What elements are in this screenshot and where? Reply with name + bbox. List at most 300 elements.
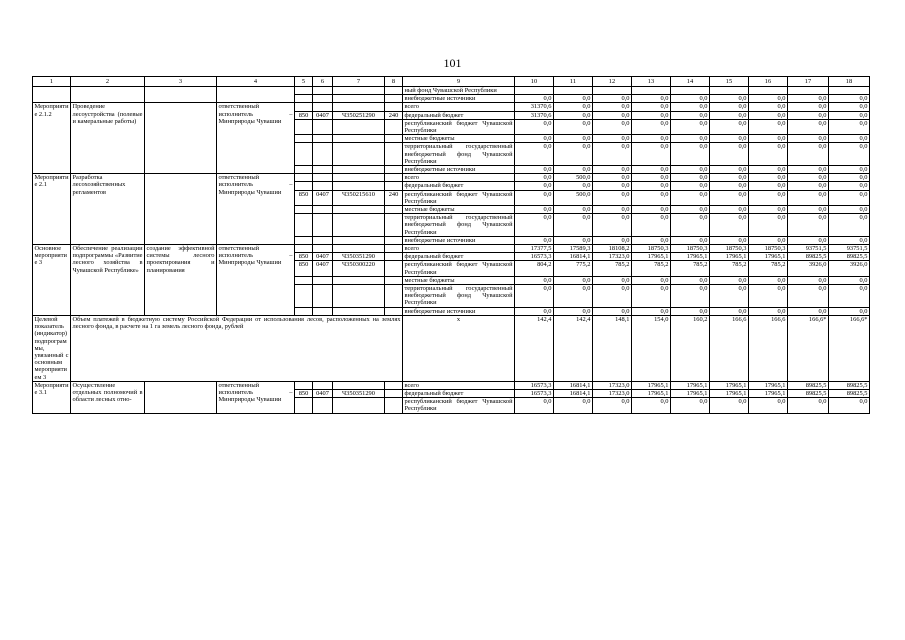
- value-cell: 0,0: [829, 206, 870, 214]
- budget-code: [385, 285, 403, 308]
- cell: [671, 87, 710, 95]
- budget-code: [385, 166, 403, 174]
- measure-title: Разработка лесохозяйственных регламентов: [71, 174, 145, 245]
- value-cell: 0,0: [829, 276, 870, 284]
- value-cell: 500,0: [554, 190, 593, 205]
- budget-code: [333, 182, 385, 190]
- value-cell: 0,0: [829, 307, 870, 315]
- value-cell: 0,0: [749, 307, 788, 315]
- value-cell: 0,0: [632, 174, 671, 182]
- funding-source: местные бюджеты: [403, 206, 515, 214]
- funding-source: федеральный бюджет: [403, 111, 515, 119]
- budget-code: [333, 276, 385, 284]
- header-cell: 7: [333, 77, 385, 87]
- budget-code: [295, 276, 313, 284]
- value-cell: 0,0: [788, 135, 829, 143]
- value-cell: 0,0: [671, 307, 710, 315]
- cell: [217, 87, 295, 103]
- value-cell: 0,0: [515, 119, 554, 134]
- cell: [333, 95, 385, 103]
- header-cell: 15: [710, 77, 749, 87]
- funding-source: территориальный государственный внебюджетный фонд Чувашской Республики: [404, 285, 513, 307]
- indicator-text: Объем платежей в бюджетную систему Российской Федерации от использования лесов, расположенных на землях лесного фонда, в расчете на 1 га земель лесного фонда, рублей: [71, 315, 403, 381]
- budget-table-wrapper: [32, 76, 868, 414]
- value-cell: 785,2: [671, 261, 710, 276]
- budget-code: [313, 245, 333, 253]
- measure-goal: [145, 381, 217, 413]
- header-cell: 4: [217, 77, 295, 87]
- value-cell: 0,0: [554, 398, 593, 413]
- value-cell: 17323,0: [593, 389, 632, 397]
- value-cell: 0,0: [788, 182, 829, 190]
- value-cell: 17965,1: [671, 253, 710, 261]
- value-cell: 0,0: [593, 276, 632, 284]
- value-cell: 0,0: [593, 236, 632, 244]
- value-cell: 0,0: [632, 236, 671, 244]
- budget-code: 0407: [313, 190, 333, 205]
- value-cell: 785,2: [632, 261, 671, 276]
- value-cell: 17589,3: [554, 245, 593, 253]
- value-cell: 0,0: [515, 166, 554, 174]
- value-cell: 0,0: [671, 214, 710, 237]
- budget-code: Ч350215610: [333, 190, 385, 205]
- budget-code: 850: [295, 389, 313, 397]
- budget-code: [385, 174, 403, 182]
- value-cell: 0,0: [515, 95, 554, 103]
- budget-code: [313, 307, 333, 315]
- value-cell: 0,0: [829, 174, 870, 182]
- page-number: 101: [443, 56, 462, 70]
- budget-code: [333, 307, 385, 315]
- value-cell: 0,0: [515, 398, 554, 413]
- value-cell: 31370,6: [515, 103, 554, 111]
- funding-source: федеральный бюджет: [403, 253, 515, 261]
- cell: [554, 87, 593, 95]
- value-cell: 0,0: [749, 190, 788, 205]
- budget-code: [313, 214, 333, 237]
- budget-code: [385, 307, 403, 315]
- funding-row: [33, 381, 870, 389]
- cell: [385, 95, 403, 103]
- value-cell: 0,0: [593, 166, 632, 174]
- header-cell: 3: [145, 77, 217, 87]
- header-cell: 1: [33, 77, 71, 87]
- value-cell: 0,0: [710, 285, 749, 308]
- value-cell: 0,0: [593, 95, 632, 103]
- value-cell: 0,0: [593, 190, 632, 205]
- budget-code: [385, 206, 403, 214]
- value-cell: 0,0: [515, 236, 554, 244]
- funding-source: ный фонд Чувашской Республики: [403, 87, 515, 95]
- continuation-row: [33, 87, 870, 95]
- value-cell: 0,0: [515, 276, 554, 284]
- value-cell: 17323,0: [593, 253, 632, 261]
- value-cell: 0,0: [632, 119, 671, 134]
- measure-name: Основное мероприятие 3: [33, 245, 71, 316]
- value-cell: 0,0: [632, 103, 671, 111]
- funding-source: всего: [403, 381, 515, 389]
- value-cell: 0,0: [593, 119, 632, 134]
- value-cell: 0,0: [829, 190, 870, 205]
- funding-source: всего: [403, 245, 515, 253]
- value-cell: 0,0: [632, 206, 671, 214]
- cell: [313, 87, 333, 95]
- value-cell: 0,0: [749, 206, 788, 214]
- value-cell: 0,0: [554, 166, 593, 174]
- budget-code: [313, 276, 333, 284]
- value-cell: 18750,3: [710, 245, 749, 253]
- value-cell: 166,6*: [829, 315, 870, 381]
- value-cell: 0,0: [671, 398, 710, 413]
- value-cell: 148,1: [593, 315, 632, 381]
- value-cell: 0,0: [749, 143, 788, 166]
- header-cell: 12: [593, 77, 632, 87]
- value-cell: 0,0: [710, 236, 749, 244]
- budget-code: 240: [385, 111, 403, 119]
- budget-code: 0407: [313, 261, 333, 276]
- value-cell: 89825,5: [829, 381, 870, 389]
- value-cell: 142,4: [554, 315, 593, 381]
- value-cell: 0,0: [515, 143, 554, 166]
- value-cell: 0,0: [710, 276, 749, 284]
- cell: [333, 87, 385, 95]
- cell: [749, 87, 788, 95]
- budget-code: [295, 236, 313, 244]
- value-cell: 0,0: [632, 166, 671, 174]
- value-cell: 0,0: [671, 182, 710, 190]
- value-cell: 0,0: [788, 206, 829, 214]
- budget-code: [313, 398, 333, 413]
- value-cell: 16573,3: [515, 381, 554, 389]
- value-cell: 16573,3: [515, 389, 554, 397]
- value-cell: 3926,0: [788, 261, 829, 276]
- value-cell: 154,0: [632, 315, 671, 381]
- value-cell: 0,0: [671, 236, 710, 244]
- budget-code: [385, 143, 403, 166]
- budget-code: [313, 236, 333, 244]
- header-cell: 10: [515, 77, 554, 87]
- value-cell: 0,0: [749, 103, 788, 111]
- header-cell: 17: [788, 77, 829, 87]
- value-cell: 0,0: [593, 206, 632, 214]
- value-cell: 0,0: [749, 111, 788, 119]
- value-cell: 0,0: [671, 95, 710, 103]
- cell: [313, 95, 333, 103]
- value-cell: 160,2: [671, 315, 710, 381]
- budget-code: [333, 135, 385, 143]
- value-cell: 0,0: [632, 285, 671, 308]
- value-cell: 0,0: [710, 214, 749, 237]
- value-cell: 0,0: [554, 135, 593, 143]
- funding-source: республиканский бюджет Чувашской Республики: [404, 398, 513, 413]
- budget-code: [385, 253, 403, 261]
- budget-code: [333, 143, 385, 166]
- value-cell: 0,0: [829, 285, 870, 308]
- value-cell: 89825,5: [788, 381, 829, 389]
- value-cell: 0,0: [710, 398, 749, 413]
- measure-goal: [145, 103, 217, 174]
- budget-code: Ч350251290: [333, 111, 385, 119]
- value-cell: 0,0: [788, 103, 829, 111]
- budget-code: 0407: [313, 111, 333, 119]
- value-cell: 0,0: [593, 398, 632, 413]
- value-cell: 18750,3: [749, 245, 788, 253]
- budget-code: [333, 166, 385, 174]
- budget-code: [385, 236, 403, 244]
- value-cell: 0,0: [671, 190, 710, 205]
- value-cell: 0,0: [671, 174, 710, 182]
- cell: [295, 95, 313, 103]
- value-cell: 17965,1: [710, 381, 749, 389]
- budget-code: [385, 119, 403, 134]
- value-cell: 0,0: [749, 276, 788, 284]
- value-cell: 0,0: [671, 206, 710, 214]
- value-cell: 0,0: [749, 119, 788, 134]
- header-cell: 9: [403, 77, 515, 87]
- value-cell: 17377,5: [515, 245, 554, 253]
- value-cell: 17965,1: [671, 381, 710, 389]
- budget-code: [313, 119, 333, 134]
- funding-source: федеральный бюджет: [403, 182, 515, 190]
- funding-row: [33, 103, 870, 111]
- value-cell: 0,0: [788, 285, 829, 308]
- budget-code: Ч350351290: [333, 389, 385, 397]
- funding-source: территориальный государственный внебюджетный фонд Чувашской Республики: [404, 143, 513, 165]
- value-cell: 0,0: [671, 103, 710, 111]
- header-cell: 5: [295, 77, 313, 87]
- budget-code: [385, 276, 403, 284]
- value-cell: 0,0: [593, 307, 632, 315]
- value-cell: 0,0: [788, 398, 829, 413]
- budget-code: 850: [295, 111, 313, 119]
- value-cell: 0,0: [788, 276, 829, 284]
- value-cell: 0,0: [710, 206, 749, 214]
- value-cell: 166,6: [749, 315, 788, 381]
- measure-goal: [145, 174, 217, 245]
- cell: [593, 87, 632, 95]
- budget-code: [385, 135, 403, 143]
- value-cell: 0,0: [632, 214, 671, 237]
- header-cell: 2: [71, 77, 145, 87]
- funding-source: внебюджетные источники: [403, 236, 515, 244]
- value-cell: 0,0: [710, 95, 749, 103]
- budget-code: [313, 174, 333, 182]
- value-cell: 0,0: [829, 236, 870, 244]
- budget-code: [385, 214, 403, 237]
- header-cell: 14: [671, 77, 710, 87]
- budget-code: [295, 166, 313, 174]
- header-cell: 16: [749, 77, 788, 87]
- value-cell: 18750,3: [632, 245, 671, 253]
- header-cell: 6: [313, 77, 333, 87]
- value-cell: 0,0: [710, 174, 749, 182]
- measure-title: Осуществление отдельных полномочий в области лесных отно-: [71, 381, 145, 413]
- value-cell: 0,0: [710, 307, 749, 315]
- value-cell: 18108,2: [593, 245, 632, 253]
- value-cell: 93751,5: [829, 245, 870, 253]
- value-cell: 17965,1: [749, 389, 788, 397]
- funding-source: местные бюджеты: [403, 135, 515, 143]
- value-cell: 0,0: [749, 398, 788, 413]
- budget-code: [333, 103, 385, 111]
- value-cell: 0,0: [515, 206, 554, 214]
- value-cell: 0,0: [515, 285, 554, 308]
- value-cell: 0,0: [671, 135, 710, 143]
- value-cell: 0,0: [671, 285, 710, 308]
- value-cell: 0,0: [749, 182, 788, 190]
- funding-source: местные бюджеты: [403, 276, 515, 284]
- value-cell: 0,0: [710, 182, 749, 190]
- budget-code: [333, 119, 385, 134]
- budget-code: 850: [295, 190, 313, 205]
- budget-code: [333, 398, 385, 413]
- value-cell: 17965,1: [749, 253, 788, 261]
- value-cell: 785,2: [710, 261, 749, 276]
- value-cell: 0,0: [749, 214, 788, 237]
- budget-code: 240: [385, 190, 403, 205]
- value-cell: 0,0: [788, 166, 829, 174]
- budget-table: [32, 76, 870, 414]
- value-cell: 0,0: [829, 143, 870, 166]
- budget-code: [295, 182, 313, 190]
- value-cell: 0,0: [749, 166, 788, 174]
- budget-code: [313, 381, 333, 389]
- header-row: [33, 77, 870, 87]
- value-cell: 0,0: [671, 119, 710, 134]
- measure-title: Проведение лесоустройства (полевые и камеральные работы): [71, 103, 145, 174]
- cell: [632, 87, 671, 95]
- cell: [33, 87, 71, 103]
- value-cell: 16814,1: [554, 389, 593, 397]
- value-cell: 0,0: [788, 95, 829, 103]
- budget-code: [333, 381, 385, 389]
- value-cell: 17965,1: [710, 253, 749, 261]
- value-cell: 0,0: [788, 174, 829, 182]
- value-cell: 17965,1: [632, 389, 671, 397]
- cell: [788, 87, 829, 95]
- table-body: [33, 77, 870, 414]
- value-cell: 16573,3: [515, 253, 554, 261]
- cell: [515, 87, 554, 95]
- value-cell: 0,0: [749, 95, 788, 103]
- cell: [710, 87, 749, 95]
- value-cell: 0,0: [632, 95, 671, 103]
- value-cell: 500,0: [554, 174, 593, 182]
- value-cell: 0,0: [632, 276, 671, 284]
- funding-source: внебюджетные источники: [403, 307, 515, 315]
- budget-code: [295, 103, 313, 111]
- value-cell: 0,0: [788, 119, 829, 134]
- value-cell: 0,0: [554, 206, 593, 214]
- value-cell: 166,6: [710, 315, 749, 381]
- cell: [295, 87, 313, 95]
- value-cell: 17965,1: [632, 381, 671, 389]
- measure-name: Мероприятие 3.1: [33, 381, 71, 413]
- budget-code: [313, 103, 333, 111]
- budget-code: [333, 245, 385, 253]
- value-cell: 0,0: [671, 276, 710, 284]
- value-cell: 0,0: [788, 307, 829, 315]
- budget-code: [333, 236, 385, 244]
- value-cell: 0,0: [554, 276, 593, 284]
- budget-code: [333, 206, 385, 214]
- budget-code: [333, 174, 385, 182]
- budget-code: 0407: [313, 389, 333, 397]
- budget-code: [313, 182, 333, 190]
- value-cell: 0,0: [788, 111, 829, 119]
- value-cell: 0,0: [829, 182, 870, 190]
- funding-source: республиканский бюджет Чувашской Республики: [404, 190, 513, 205]
- funding-source: всего: [403, 174, 515, 182]
- value-cell: 0,0: [710, 103, 749, 111]
- cell: [71, 87, 145, 103]
- value-cell: 0,0: [710, 143, 749, 166]
- value-cell: 0,0: [632, 135, 671, 143]
- value-cell: 0,0: [710, 190, 749, 205]
- funding-source: внебюджетные источники: [403, 95, 515, 103]
- measure-goal: создание эффективной системы лесного проектирования и планирования: [145, 245, 217, 316]
- value-cell: 804,2: [515, 261, 554, 276]
- value-cell: 0,0: [829, 103, 870, 111]
- value-cell: 0,0: [788, 190, 829, 205]
- value-cell: 0,0: [829, 119, 870, 134]
- value-cell: 0,0: [788, 214, 829, 237]
- funding-source: республиканский бюджет Чувашской Республики: [404, 119, 513, 135]
- value-cell: 775,2: [554, 261, 593, 276]
- value-cell: 0,0: [749, 236, 788, 244]
- budget-code: [313, 285, 333, 308]
- value-cell: 0,0: [593, 214, 632, 237]
- budget-code: [313, 135, 333, 143]
- value-cell: 0,0: [710, 111, 749, 119]
- value-cell: 89825,5: [788, 389, 829, 397]
- value-cell: 0,0: [788, 236, 829, 244]
- value-cell: 0,0: [593, 103, 632, 111]
- value-cell: 0,0: [554, 143, 593, 166]
- budget-code: 850: [295, 261, 313, 276]
- budget-code: [385, 398, 403, 413]
- budget-code: 850: [295, 253, 313, 261]
- value-cell: 0,0: [710, 135, 749, 143]
- value-cell: 0,0: [829, 135, 870, 143]
- value-cell: 18750,3: [671, 245, 710, 253]
- value-cell: 0,0: [671, 111, 710, 119]
- value-cell: 0,0: [515, 135, 554, 143]
- budget-code: [385, 261, 403, 276]
- value-cell: 0,0: [749, 174, 788, 182]
- value-cell: 0,0: [593, 174, 632, 182]
- indicator-row: [33, 315, 870, 381]
- measure-title: Обеспечение реализации подпрограммы «Развитие лесного хозяйства в Чувашской Республике»: [71, 245, 145, 316]
- indicator-mark: x: [403, 315, 515, 381]
- value-cell: 0,0: [710, 119, 749, 134]
- value-cell: 17965,1: [632, 253, 671, 261]
- value-cell: 142,4: [515, 315, 554, 381]
- budget-code: 0407: [313, 253, 333, 261]
- measure-name: Мероприятие 2.1.2: [33, 103, 71, 174]
- value-cell: 0,0: [593, 285, 632, 308]
- value-cell: 0,0: [632, 182, 671, 190]
- value-cell: 93751,5: [788, 245, 829, 253]
- funding-source: территориальный государственный внебюджетный фонд Чувашской Республики: [404, 214, 513, 236]
- value-cell: 31370,6: [515, 111, 554, 119]
- value-cell: 785,2: [593, 261, 632, 276]
- funding-source: республиканский бюджет Чувашской Республики: [404, 261, 513, 276]
- funding-row: [33, 245, 870, 253]
- budget-code: [385, 381, 403, 389]
- value-cell: 17965,1: [710, 389, 749, 397]
- value-cell: 0,0: [671, 143, 710, 166]
